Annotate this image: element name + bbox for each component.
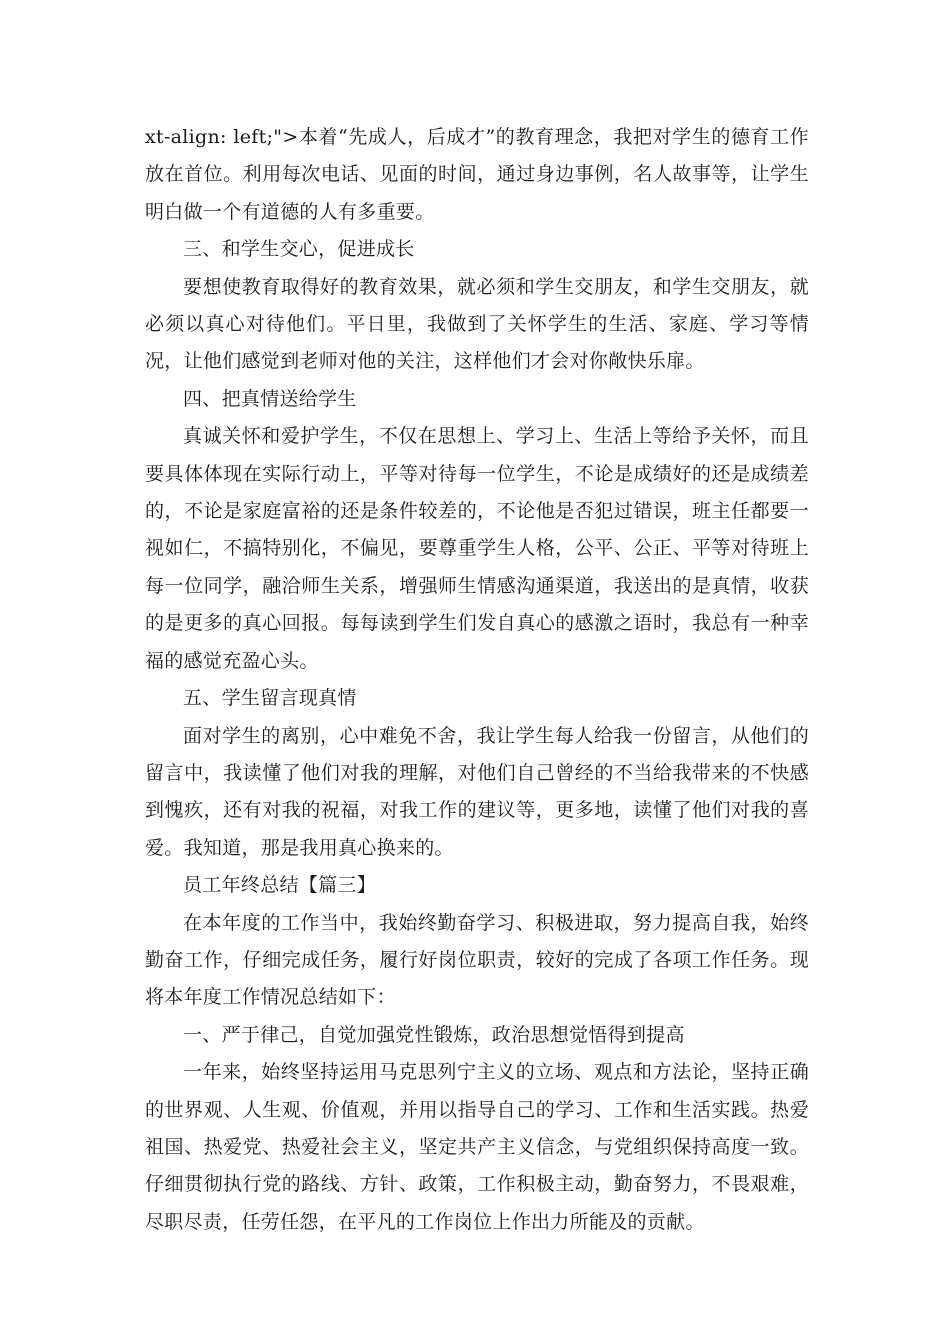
section-heading-4: 四、把真情送给学生 [183,387,357,410]
paragraph-annual-intro: 在本年度的工作当中，我始终勤奋学习、积极进取，努力提高自我，始终勤奋工作，仔细完成任务，履行好岗位职责，较好的完成了各项工作任务。现将本年度工作情况总结如下： [145,911,809,1009]
paragraph-befriend-students: 要想使教育取得好的教育效果，就必须和学生交朋友，和学生交朋友，就必须以真心对待他们。平日里，我做到了关怀学生的生活、家庭、学习等情况，让他们感觉到老师对他的关注，这样他们才会对你敞快乐扉。 [145,275,809,373]
paragraph-care-students: 真诚关怀和爱护学生，不仅在思想上、学习上、生活上等给予关怀，而且要具体体现在实际行动上，平等对待每一位学生，不论是成绩好的还是成绩差的，不论是家庭富裕的还是条件较差的，不论他是否犯过错误，班主任都要一视如仁，不搞特别化，不偏见，要尊重学生人格，公平、公正、平等对待班上每一位同学，融洽师生关系，增强师生情感沟通渠道，我送出的是真情，收获的是更多的真心回报。每每读到学生们发自真心的感激之语时，我总有一种幸福的感觉充盈心头。 [145,425,809,672]
section-heading-5: 五、学生留言现真情 [183,687,357,710]
section-heading-1: 一、严于律己，自觉加强党性锻炼，政治思想觉悟得到提高 [183,1023,685,1046]
paragraph-political-thought: 一年来，始终坚持运用马克思列宁主义的立场、观点和方法论，坚持正确的世界观、人生观、价值观，并用以指导自己的学习、工作和生活实践。热爱祖国、热爱党、热爱社会主义，坚定共产主义信念，与党组织保持高度一致。仔细贯彻执行党的路线、方针、政策，工作积极主动，勤奋努力，不畏艰难，尽职尽责，任劳任怨，在平凡的工作岗位上作出力所能及的贡献。 [145,1061,809,1233]
article-title-part-3: 员工年终总结【篇三】 [183,874,377,897]
paragraph-moral-education: xt-align: left;">本着“先成人，后成才”的教育理念，我把对学生的德育工作放在首位。利用每次电话、见面的时间，通过身边事例，名人故事等，让学生明白做一个有道德的人有多重要。 [145,126,809,223]
paragraph-student-messages: 面对学生的离别，心中难免不舍，我让学生每人给我一份留言，从他们的留言中，我读懂了他们对我的理解，对他们自己曾经的不当给我带来的不快感到愧疚，还有对我的祝福，对我工作的建议等，更多地，读懂了他们对我的喜爱。我知道，那是我用真心换来的。 [145,724,809,859]
document-body [145,119,809,1241]
section-heading-3: 三、和学生交心，促进成长 [183,238,415,261]
